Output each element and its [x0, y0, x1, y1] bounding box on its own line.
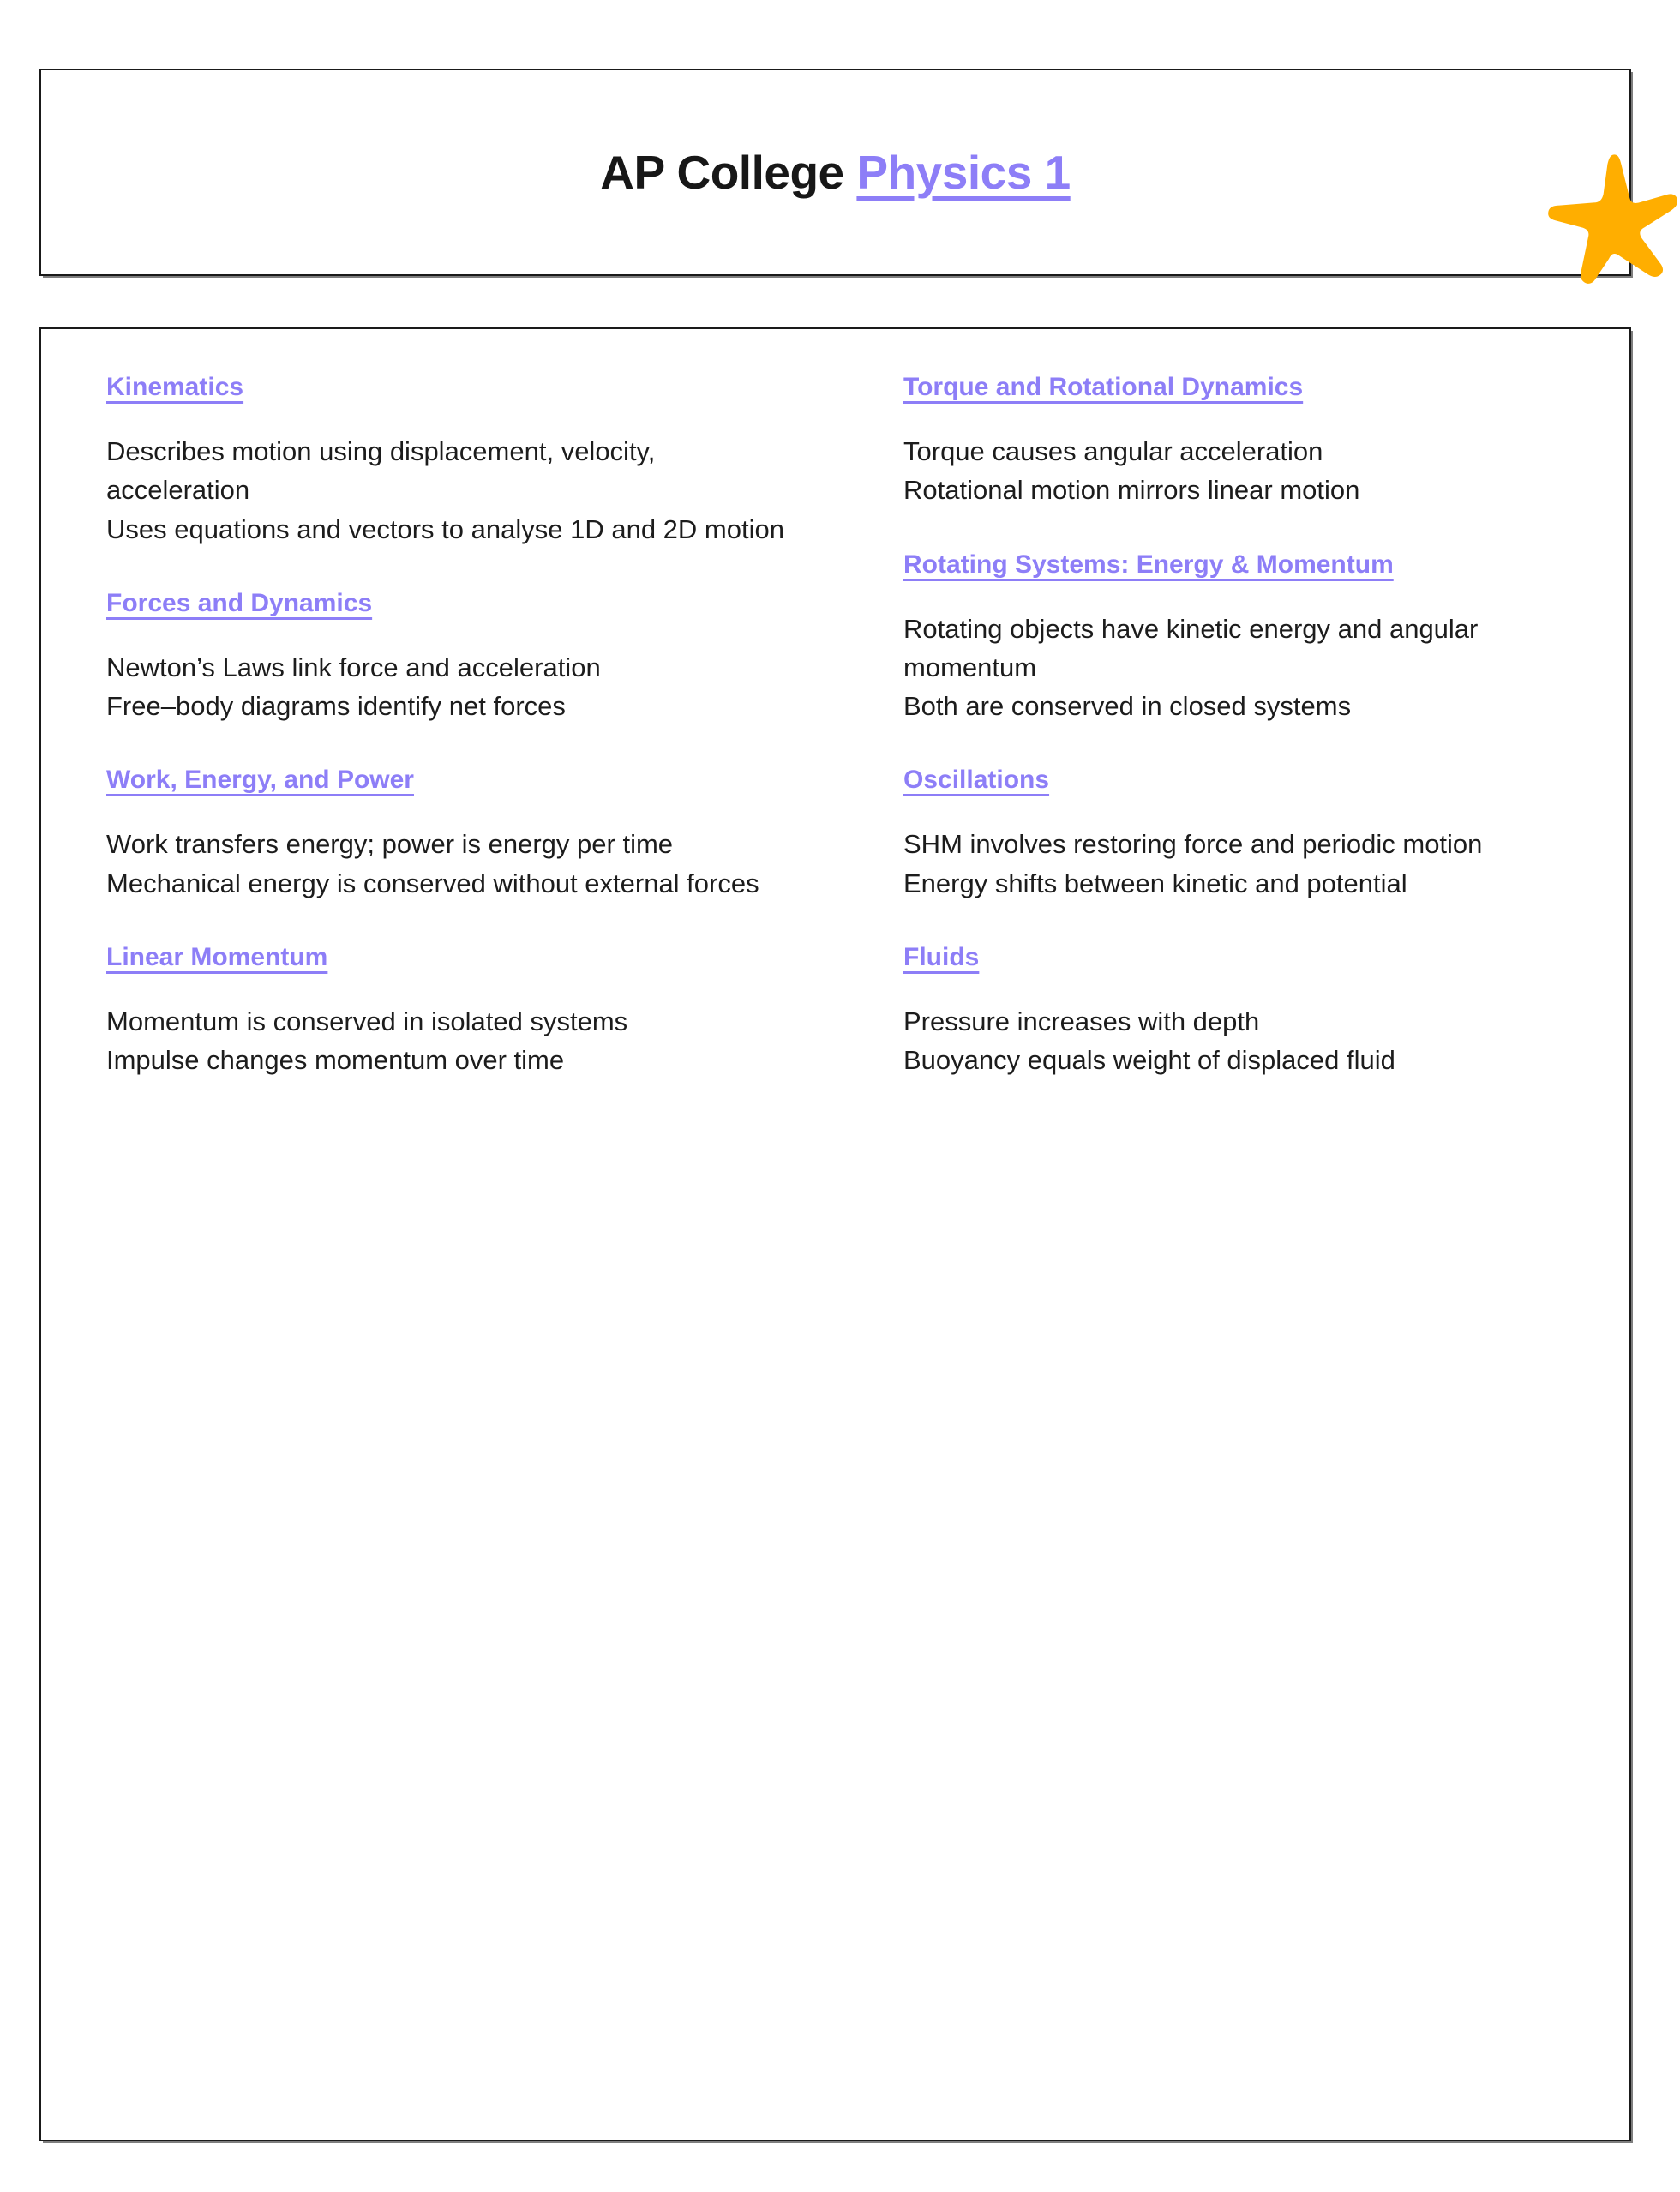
body-line: Mechanical energy is conserved without external forces — [106, 868, 759, 898]
section-body-linear-momentum — [106, 1002, 801, 1080]
body-line: Describes motion using displacement, velocity, acceleration — [106, 436, 656, 506]
body-line: Energy shifts between kinetic and potential — [903, 868, 1407, 898]
section-heading-fluids[interactable]: Fluids — [903, 942, 980, 971]
page-title-plain: AP College — [600, 145, 857, 199]
body-line: Rotating objects have kinetic energy and angular momentum — [903, 613, 1479, 682]
section-heading-linear-momentum[interactable]: Linear Momentum — [106, 942, 328, 971]
body-line: Uses equations and vectors to analyse 1D and 2D motion — [106, 513, 784, 544]
section-heading-work-energy-and-power[interactable]: Work, Energy, and Power — [106, 766, 414, 795]
two-column-layout — [106, 372, 1595, 1079]
section-heading-torque-and-rotational-dynamics[interactable]: Torque and Rotational Dynamics — [903, 373, 1304, 401]
section-forces-and-dynamics — [106, 588, 903, 726]
body-line: Torque causes angular acceleration — [903, 436, 1323, 466]
section-body-kinematics — [106, 432, 801, 549]
body-line: Work transfers energy; power is energy per time — [106, 829, 674, 860]
section-heading-rotating-systems-energy-and-momentum[interactable]: Rotating Systems: Energy & Momentum — [903, 550, 1394, 579]
body-line: Pressure increases with depth — [903, 1006, 1260, 1036]
body-line: Free–body diagrams identify net forces — [106, 691, 566, 721]
page-title-accent: Physics 1 — [856, 145, 1071, 199]
body-line: Buoyancy equals weight of displaced fluid — [903, 1045, 1395, 1075]
section-body-oscillations — [903, 825, 1581, 903]
section-torque-and-rotational-dynamics — [903, 372, 1675, 510]
page-title — [600, 147, 1070, 199]
section-oscillations — [903, 765, 1675, 903]
section-body-rotating-systems-energy-and-momentum — [903, 610, 1581, 726]
section-body-torque-and-rotational-dynamics — [903, 432, 1581, 510]
section-body-fluids — [903, 1002, 1581, 1080]
content-card — [39, 327, 1631, 2141]
section-heading-forces-and-dynamics[interactable]: Forces and Dynamics — [106, 588, 373, 617]
section-fluids — [903, 942, 1675, 1080]
section-rotating-systems-energy-and-momentum — [903, 550, 1675, 726]
body-line: Momentum is conserved in isolated systems — [106, 1006, 628, 1036]
body-line: Newton’s Laws link force and acceleration — [106, 652, 601, 682]
section-work-energy-and-power — [106, 765, 903, 903]
body-line: Rotational motion mirrors linear motion — [903, 475, 1360, 506]
section-kinematics — [106, 372, 903, 549]
section-linear-momentum — [106, 942, 903, 1080]
body-line: Impulse changes momentum over time — [106, 1045, 565, 1075]
section-heading-kinematics[interactable]: Kinematics — [106, 373, 244, 401]
section-body-forces-and-dynamics — [106, 648, 801, 726]
right-column — [903, 372, 1675, 1079]
body-line: Both are conserved in closed systems — [903, 691, 1352, 721]
body-line: SHM involves restoring force and periodic motion — [903, 829, 1483, 860]
header-card — [39, 69, 1631, 276]
left-column — [106, 372, 903, 1079]
section-heading-oscillations[interactable]: Oscillations — [903, 766, 1050, 795]
section-body-work-energy-and-power — [106, 825, 801, 903]
